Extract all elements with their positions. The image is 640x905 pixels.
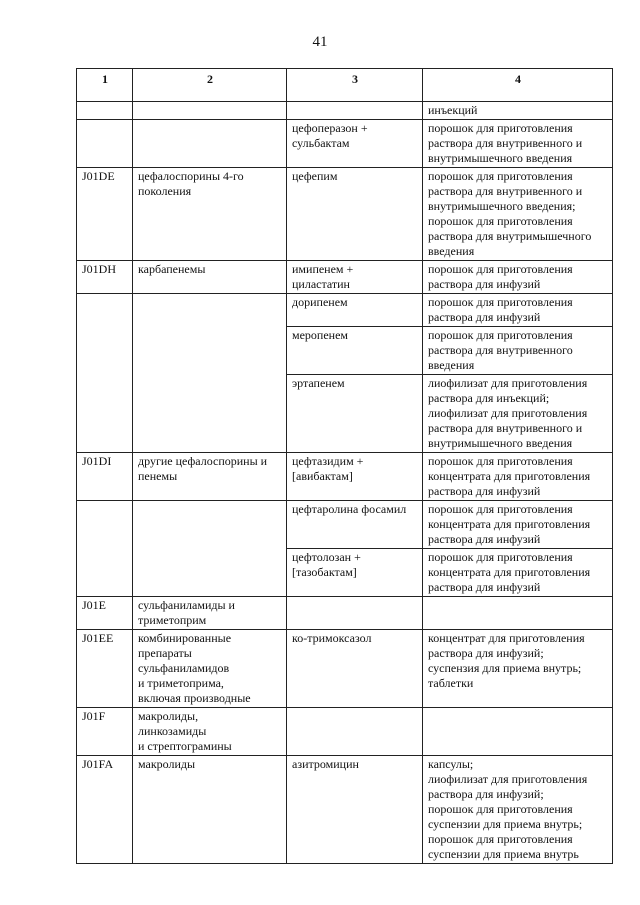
atc-code-cell [77, 327, 133, 375]
drug-name-cell: цефтаролина фосамил [287, 501, 423, 549]
atc-code-cell [77, 549, 133, 597]
dosage-form-cell: порошок для приготовления раствора для внутривенного и внутримышечного введения; порошок для приготовления раствора для внутримышечного введения [423, 168, 613, 261]
atc-code-cell: J01EE [77, 630, 133, 708]
dosage-form-cell: капсулы; лиофилизат для приготовления раствора для инфузий; порошок для приготовления суспензии для приема внутрь; порошок для приготовления суспензии для приема внутрь [423, 756, 613, 864]
atc-code-cell [77, 501, 133, 549]
dosage-form-cell: инъекций [423, 102, 613, 120]
atc-code-cell [77, 120, 133, 168]
table-row [77, 375, 613, 453]
atc-code-cell: J01DI [77, 453, 133, 501]
atc-code-cell: J01F [77, 708, 133, 756]
drug-name-cell [287, 102, 423, 120]
table-row [77, 597, 613, 630]
table-row [77, 327, 613, 375]
group-name-cell: другие цефалоспорины и пенемы [133, 453, 287, 501]
drug-name-cell [287, 708, 423, 756]
header-col-3: 3 [287, 69, 423, 102]
dosage-form-cell: порошок для приготовления концентрата для приготовления раствора для инфузий [423, 549, 613, 597]
drug-name-cell: цефоперазон + сульбактам [287, 120, 423, 168]
table-row [77, 630, 613, 708]
table-row [77, 261, 613, 294]
group-name-cell: макролиды [133, 756, 287, 864]
group-name-cell [133, 375, 287, 453]
header-row [77, 69, 613, 102]
table-row [77, 120, 613, 168]
dosage-form-cell: порошок для приготовления раствора для инфузий [423, 261, 613, 294]
group-name-cell [133, 102, 287, 120]
group-name-cell [133, 327, 287, 375]
dosage-form-cell: порошок для приготовления концентрата для приготовления раствора для инфузий [423, 501, 613, 549]
drug-name-cell: меропенем [287, 327, 423, 375]
drug-name-cell: азитромицин [287, 756, 423, 864]
table-row [77, 549, 613, 597]
atc-code-cell: J01DH [77, 261, 133, 294]
header-col-4: 4 [423, 69, 613, 102]
dosage-form-cell [423, 708, 613, 756]
drug-name-cell: цефтолозан + [тазобактам] [287, 549, 423, 597]
drug-name-cell: дорипенем [287, 294, 423, 327]
page-number: 41 [312, 34, 328, 50]
dosage-form-cell [423, 597, 613, 630]
atc-code-cell: J01E [77, 597, 133, 630]
group-name-cell: макролиды, линкозамиды и стрептограмины [133, 708, 287, 756]
drug-name-cell: цефепим [287, 168, 423, 261]
atc-code-cell: J01FA [77, 756, 133, 864]
group-name-cell: комбинированные препараты сульфаниламидов и триметоприма, включая производные [133, 630, 287, 708]
table-row [77, 102, 613, 120]
atc-code-cell: J01DE [77, 168, 133, 261]
group-name-cell [133, 501, 287, 549]
group-name-cell: карбапенемы [133, 261, 287, 294]
group-name-cell: цефалоспорины 4-го поколения [133, 168, 287, 261]
header-col-2: 2 [133, 69, 287, 102]
group-name-cell [133, 549, 287, 597]
group-name-cell: сульфаниламиды и триметоприм [133, 597, 287, 630]
table-row [77, 168, 613, 261]
dosage-form-cell: порошок для приготовления раствора для внутривенного и внутримышечного введения [423, 120, 613, 168]
drug-name-cell [287, 597, 423, 630]
drug-name-cell: цефтазидим + [авибактам] [287, 453, 423, 501]
dosage-form-cell: порошок для приготовления концентрата для приготовления раствора для инфузий [423, 453, 613, 501]
header-col-1: 1 [77, 69, 133, 102]
drug-name-cell: ко-тримоксазол [287, 630, 423, 708]
dosage-form-cell: порошок для приготовления раствора для внутривенного введения [423, 327, 613, 375]
table-row [77, 453, 613, 501]
drug-table [76, 68, 613, 864]
dosage-form-cell: концентрат для приготовления раствора для инфузий; суспензия для приема внутрь; таблетки [423, 630, 613, 708]
dosage-form-cell: порошок для приготовления раствора для инфузий [423, 294, 613, 327]
dosage-form-cell: лиофилизат для приготовления раствора для инъекций; лиофилизат для приготовления раствора для внутривенного и внутримышечного введения [423, 375, 613, 453]
table-row [77, 756, 613, 864]
atc-code-cell [77, 375, 133, 453]
table-row [77, 708, 613, 756]
drug-name-cell: эртапенем [287, 375, 423, 453]
table-row [77, 294, 613, 327]
atc-code-cell [77, 294, 133, 327]
group-name-cell [133, 294, 287, 327]
group-name-cell [133, 120, 287, 168]
atc-code-cell [77, 102, 133, 120]
table-row [77, 501, 613, 549]
drug-name-cell: имипенем + циластатин [287, 261, 423, 294]
